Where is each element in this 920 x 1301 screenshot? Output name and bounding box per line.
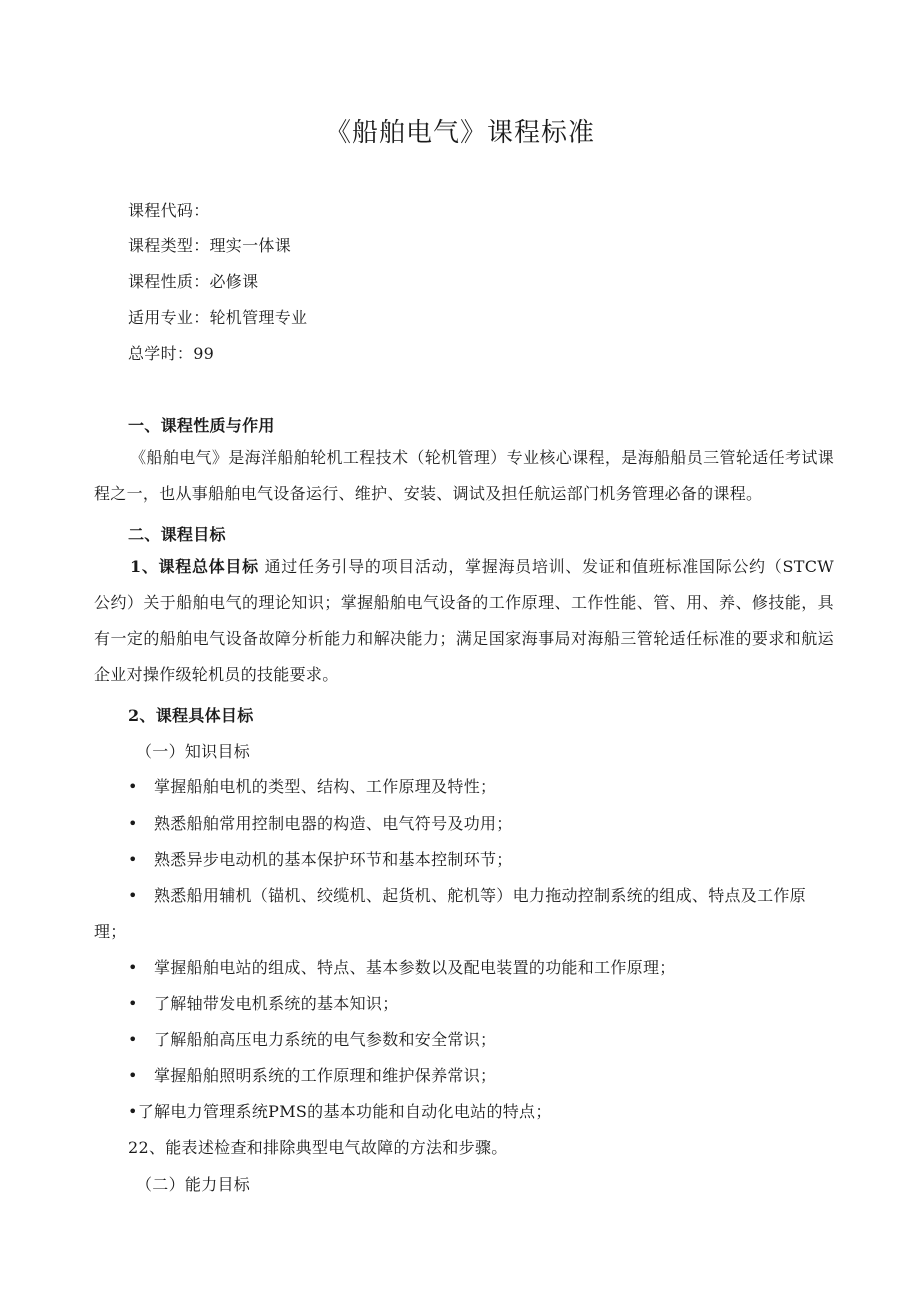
list-item-continuation: 理； [94, 922, 127, 941]
applicable-major: 适用专业：轮机管理专业 [128, 308, 308, 327]
goal1-label: 1、课程总体目标 [130, 557, 259, 576]
list-item: • 熟悉异步电动机的基本保护环节和基本控制环节； [128, 850, 513, 869]
bullet-icon: • [128, 886, 138, 905]
bullet-icon: • [128, 814, 138, 833]
goal1-text: 通过任务引导的项目活动，掌握海员培训、发证和值班标准国际公约（STCW公约）关于船舶电气的理论知识；掌握船舶电气设备的工作原理、工作性能、管、用、养、修技能，具有一定的船舶电气设备故障分析能力和解决能力；满足国家海事局对海船三管轮适任标准的要求和航运企业对操作级轮机员的技能要求。 [94, 557, 834, 684]
list-item: • 掌握船舶电机的类型、结构、工作原理及特性； [128, 777, 497, 796]
list-item: • 掌握船舶电站的组成、特点、基本参数以及配电装置的功能和工作原理； [128, 958, 676, 977]
section2-heading: 二、课程目标 [128, 525, 226, 544]
bullet-icon: • [128, 850, 138, 869]
bullet-icon: • [128, 994, 138, 1013]
goal1-paragraph [94, 549, 834, 693]
list-item: 22、能表述检查和排除典型电气故障的方法和步骤。 [128, 1138, 508, 1157]
section1-paragraph [94, 440, 834, 512]
list-item: • 了解船舶高压电力系统的电气参数和安全常识； [128, 1030, 497, 1049]
course-nature: 课程性质：必修课 [128, 272, 259, 291]
knowledge-heading: （一）知识目标 [136, 742, 251, 761]
bullet-icon: • [128, 958, 138, 977]
document-title: 《船舶电气》课程标准 [324, 118, 595, 148]
list-item: •了解电力管理系统PMS的基本功能和自动化电站的特点； [128, 1102, 552, 1121]
bullet-icon: • [128, 1030, 138, 1049]
total-hours: 总学时：99 [128, 344, 215, 363]
list-item: • 熟悉船用辅机（锚机、绞缆机、起货机、舵机等）电力拖动控制系统的组成、特点及工作原 [128, 886, 807, 905]
list-item: • 熟悉船舶常用控制电器的构造、电气符号及功用； [128, 814, 513, 833]
list-item: • 了解轴带发电机系统的基本知识； [128, 994, 399, 1013]
bullet-icon: • [128, 777, 138, 796]
course-type: 课程类型：理实一体课 [128, 236, 292, 255]
section1-heading: 一、课程性质与作用 [128, 416, 275, 435]
course-code: 课程代码： [128, 201, 210, 220]
goal2-heading: 2、课程具体目标 [128, 706, 254, 725]
list-item: • 掌握船舶照明系统的工作原理和维护保养常识； [128, 1066, 497, 1085]
bullet-icon: • [128, 1066, 138, 1085]
section1-text: 《船舶电气》是海洋船舶轮机工程技术（轮机管理）专业核心课程，是海船船员三管轮适任考试课程之一，也从事船舶电气设备运行、维护、安装、调试及担任航运部门机务管理必备的课程。 [94, 448, 834, 503]
ability-heading: （二）能力目标 [136, 1175, 251, 1194]
